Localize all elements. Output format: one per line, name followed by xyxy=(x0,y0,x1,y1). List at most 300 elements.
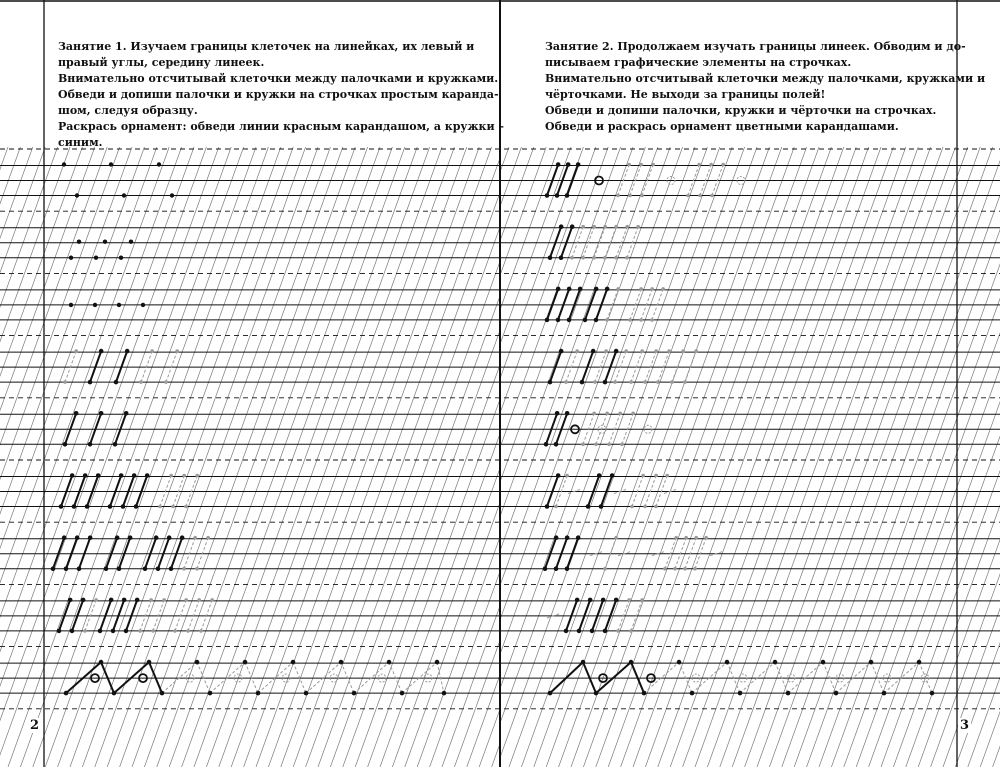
stick-dot xyxy=(627,598,631,602)
slant-guide-line xyxy=(509,147,732,767)
stick-dot xyxy=(674,536,678,540)
zigzag-dot xyxy=(690,691,695,696)
zigzag-dot xyxy=(834,691,839,696)
slant-guide-line xyxy=(906,147,1000,767)
slant-guide-line xyxy=(417,147,640,767)
stick-dot xyxy=(158,505,162,509)
stick-dot xyxy=(63,380,67,384)
zigzag-dot xyxy=(581,660,586,665)
stick-dot xyxy=(545,504,550,509)
stick-dot xyxy=(592,256,596,260)
stick-dot xyxy=(182,474,186,478)
instruction-line: чёрточками. Не выходи за границы полей! xyxy=(545,88,826,101)
stick-dot xyxy=(694,349,698,353)
slant-guide-line xyxy=(497,147,720,767)
stick-dot xyxy=(119,473,124,478)
stick-dot xyxy=(193,536,197,540)
slant-guide-line xyxy=(980,147,1000,767)
stick-dot xyxy=(614,256,618,260)
stick-dot xyxy=(625,225,629,229)
slant-guide-line xyxy=(720,147,943,767)
slant-guide-line xyxy=(0,147,45,767)
slant-guide-line xyxy=(169,147,392,767)
stick-dot xyxy=(548,380,553,385)
stick-dot xyxy=(559,349,564,354)
slant-guide-line xyxy=(323,147,546,767)
lesson-1-instructions xyxy=(58,39,504,151)
stick-dot xyxy=(554,505,558,509)
stick-dot xyxy=(576,535,581,540)
zigzag-dot xyxy=(195,660,200,665)
stick-dot xyxy=(683,567,687,571)
stick-dot xyxy=(641,474,645,478)
stick-dot xyxy=(180,535,185,540)
stick-dot xyxy=(88,380,93,385)
stick-dot xyxy=(565,411,570,416)
stick-dot xyxy=(145,473,150,478)
zigzag-dot xyxy=(435,660,440,665)
slant-guide-line xyxy=(70,147,293,767)
dot xyxy=(62,162,66,166)
stick-dot xyxy=(601,598,606,603)
stick-dot xyxy=(134,504,139,509)
zigzag-dot xyxy=(256,691,261,696)
slant-guide-line xyxy=(373,147,596,767)
stick-dot xyxy=(681,349,685,353)
stick-dot xyxy=(75,535,80,540)
slant-guide-line xyxy=(442,147,665,767)
dot xyxy=(129,240,133,244)
zigzag-dot xyxy=(147,660,152,665)
stick-dot xyxy=(149,598,153,602)
stick-dot xyxy=(184,505,188,509)
slant-guide-line xyxy=(955,147,1000,767)
stick-dot xyxy=(114,380,119,385)
zigzag-dot xyxy=(548,691,553,696)
stick-dot xyxy=(570,224,575,229)
stick-dot xyxy=(594,443,598,447)
zigzag-dot xyxy=(882,691,887,696)
stick-dot xyxy=(581,443,585,447)
zigzag-dot xyxy=(112,691,117,696)
stick-dot xyxy=(643,505,647,509)
stick-dot xyxy=(605,412,609,416)
slant-guide-line xyxy=(405,147,628,767)
dot xyxy=(103,240,107,244)
stick-dot xyxy=(581,225,585,229)
slant-guide-line xyxy=(410,147,633,767)
stick-dot xyxy=(554,566,559,571)
stick-dot xyxy=(627,163,631,167)
slant-guide-line xyxy=(206,147,429,767)
stick-dot xyxy=(650,287,654,291)
slant-guide-lines-left xyxy=(0,147,740,767)
stick-dot xyxy=(556,162,561,167)
stick-dot xyxy=(605,287,610,292)
zigzag-dot xyxy=(387,660,392,665)
stick-dot xyxy=(128,535,133,540)
slant-guide-line xyxy=(732,147,955,767)
stick-dot xyxy=(614,536,618,540)
instruction-line: шом, следуя образцу. xyxy=(58,104,198,117)
stick-dot xyxy=(592,412,596,416)
stick-dot xyxy=(543,566,548,571)
stick-dot xyxy=(577,629,582,634)
slant-guide-line xyxy=(82,147,305,767)
slant-guide-line xyxy=(596,147,819,767)
zigzag-dot xyxy=(442,691,447,696)
slant-guide-line xyxy=(683,147,906,767)
slant-guide-line xyxy=(435,147,658,767)
slant-guide-line xyxy=(546,147,769,767)
slant-guide-line xyxy=(807,147,1000,767)
stick-dot xyxy=(610,473,615,478)
stick-dot xyxy=(640,349,644,353)
slant-guide-line xyxy=(633,147,856,767)
instruction-line: Внимательно отсчитывай клеточки между палочками и кружками. xyxy=(58,72,499,85)
stick-dot xyxy=(630,505,634,509)
stick-dot xyxy=(629,629,633,633)
zigzag-dot xyxy=(291,660,296,665)
stick-dot xyxy=(556,318,561,323)
slant-guide-line xyxy=(318,147,541,767)
stick-dot xyxy=(603,629,608,634)
stick-dot xyxy=(135,598,140,603)
stick-dot xyxy=(594,287,599,292)
stick-dot xyxy=(175,349,179,353)
stick-dot xyxy=(698,194,702,198)
stick-dot xyxy=(98,629,103,634)
stick-dot xyxy=(566,162,571,167)
stick-dot xyxy=(199,629,203,633)
stick-dot xyxy=(554,442,559,447)
stick-dot xyxy=(117,566,122,571)
lesson-2-instructions xyxy=(545,39,985,135)
stick-dot xyxy=(710,194,714,198)
stick-dot xyxy=(565,566,570,571)
stick-dot xyxy=(143,566,148,571)
zigzag-dot xyxy=(786,691,791,696)
slant-guide-line xyxy=(95,147,318,767)
stick-dot xyxy=(625,256,629,260)
page-number-right: 3 xyxy=(960,718,970,733)
slant-guide-line xyxy=(343,147,566,767)
stick-dot xyxy=(643,380,647,384)
slant-guide-line xyxy=(745,147,968,767)
dot xyxy=(94,256,98,260)
slant-guide-line xyxy=(335,147,558,767)
stick-dot xyxy=(597,473,602,478)
zigzag-dot xyxy=(64,691,69,696)
stick-dot xyxy=(673,567,677,571)
stick-dot xyxy=(74,411,79,416)
stick-dot xyxy=(122,598,127,603)
stick-dot xyxy=(63,442,68,447)
stick-dot xyxy=(555,411,560,416)
stick-dot xyxy=(555,193,560,198)
slant-guide-line xyxy=(268,147,491,767)
stick-dot xyxy=(624,349,628,353)
zigzag-dot xyxy=(339,660,344,665)
slant-guide-line xyxy=(182,147,405,767)
stick-dot xyxy=(72,504,77,509)
stick-dot xyxy=(171,505,175,509)
stick-dot xyxy=(640,194,644,198)
stick-dot xyxy=(88,442,93,447)
stick-dot xyxy=(115,535,120,540)
stick-dot xyxy=(661,287,665,291)
dot xyxy=(170,193,174,197)
stick-dot xyxy=(150,349,154,353)
instruction-line: Раскрась орнамент: обведи линии красным карандашом, а кружки – xyxy=(58,120,504,133)
dot xyxy=(69,303,73,307)
stick-dot xyxy=(704,536,708,540)
stick-dot xyxy=(616,194,620,198)
dot xyxy=(122,193,126,197)
zigzag-dot xyxy=(725,660,730,665)
page-number-left: 2 xyxy=(30,718,40,733)
stick-dot xyxy=(614,225,618,229)
stick-dot xyxy=(583,318,588,323)
stick-dot xyxy=(581,256,585,260)
slant-guide-line xyxy=(219,147,442,767)
stick-dot xyxy=(156,566,161,571)
stick-dot xyxy=(109,598,114,603)
stick-dot xyxy=(651,163,655,167)
slant-guide-line xyxy=(0,147,70,767)
stick-dot xyxy=(620,443,624,447)
slant-guide-line xyxy=(194,147,417,767)
slant-guide-line xyxy=(472,147,695,767)
stick-dot xyxy=(567,287,572,292)
stick-dot xyxy=(614,598,619,603)
instruction-line: Занятие 2. Продолжаем изучать границы линеек. Обводим и до- xyxy=(545,40,966,53)
slant-guide-line xyxy=(281,147,504,767)
stick-dot xyxy=(570,256,574,260)
stick-dot xyxy=(559,224,564,229)
stick-dot xyxy=(588,598,593,603)
zigzag-dot xyxy=(930,691,935,696)
stick-dot xyxy=(603,380,608,385)
slant-guide-line xyxy=(0,147,20,767)
stick-dot xyxy=(564,380,568,384)
stick-dot xyxy=(628,194,632,198)
slant-guide-line xyxy=(0,147,120,767)
slant-guide-line xyxy=(58,147,281,767)
stick-dot xyxy=(108,504,113,509)
stick-dot xyxy=(124,629,129,634)
instruction-line: Обведи и допиши палочки, кружки и чёрточки на строчках. xyxy=(545,104,937,117)
stick-dot xyxy=(544,442,549,447)
stick-dot xyxy=(614,349,619,354)
slant-guide-line xyxy=(856,147,1000,767)
stick-dot xyxy=(96,473,101,478)
stick-dot xyxy=(654,505,658,509)
slant-guide-line xyxy=(782,147,1000,767)
stick-dot xyxy=(656,380,660,384)
stick-dot xyxy=(59,504,64,509)
stick-dot xyxy=(565,193,570,198)
stick-dot xyxy=(556,287,561,292)
stick-dot xyxy=(70,629,75,634)
dot xyxy=(157,162,161,166)
slant-guide-line xyxy=(231,147,454,767)
stick-dot xyxy=(169,474,173,478)
stick-dot xyxy=(167,535,172,540)
stick-dot xyxy=(83,629,87,633)
stick-dot xyxy=(578,287,583,292)
stick-dot xyxy=(663,567,667,571)
instruction-line: Занятие 1. Изучаем границы клеточек на линейках, их левый и xyxy=(58,40,475,53)
stick-dot xyxy=(111,629,116,634)
stick-dot xyxy=(94,598,98,602)
zigzag-dot xyxy=(917,660,922,665)
stick-dot xyxy=(121,504,126,509)
stick-dot xyxy=(68,598,73,603)
slant-guide-line xyxy=(293,147,516,767)
slant-guide-line xyxy=(881,147,1000,767)
instruction-line: Внимательно отсчитывай клеточки между палочками, кружками и xyxy=(545,72,986,85)
stick-dot xyxy=(590,629,595,634)
stick-dot xyxy=(124,411,129,416)
zigzag-dot xyxy=(821,660,826,665)
dot xyxy=(109,162,113,166)
dot xyxy=(77,240,81,244)
instruction-line: синим. xyxy=(58,136,103,149)
stick-dot xyxy=(162,598,166,602)
stick-dot xyxy=(99,411,104,416)
stick-dot xyxy=(83,473,88,478)
stick-dot xyxy=(591,349,596,354)
stick-dot xyxy=(667,349,671,353)
stick-dot xyxy=(85,504,90,509)
stick-dot xyxy=(206,536,210,540)
slant-guide-line xyxy=(521,147,744,767)
stick-dot xyxy=(545,318,550,323)
slant-guide-line xyxy=(695,147,918,767)
stick-dot xyxy=(629,380,633,384)
zigzag-dot xyxy=(738,691,743,696)
slant-guide-line xyxy=(0,147,144,767)
stick-dot xyxy=(139,380,143,384)
stick-dot xyxy=(628,318,632,322)
zigzag-dot xyxy=(304,691,309,696)
stick-dot xyxy=(650,318,654,322)
dot xyxy=(117,303,121,307)
stick-dot xyxy=(670,380,674,384)
slant-guide-line xyxy=(831,147,1000,767)
slant-guide-line xyxy=(392,147,615,767)
stick-dot xyxy=(654,474,658,478)
stick-dot xyxy=(88,535,93,540)
stick-dot xyxy=(665,474,669,478)
zigzag-dot xyxy=(208,691,213,696)
slant-guide-line xyxy=(559,147,782,767)
stick-dot xyxy=(554,535,559,540)
stick-dot xyxy=(182,567,186,571)
slant-guide-line xyxy=(658,147,881,767)
zigzag-dot xyxy=(642,691,647,696)
stick-dot xyxy=(580,380,585,385)
stick-dot xyxy=(74,349,78,353)
instruction-line: писываем графические элементы на строчках. xyxy=(545,56,852,69)
stick-dot xyxy=(636,225,640,229)
stick-dot xyxy=(616,287,620,291)
stick-dot xyxy=(70,473,75,478)
stick-dot xyxy=(607,443,611,447)
stick-dot xyxy=(57,629,62,634)
stick-dot xyxy=(567,318,572,323)
stick-dot xyxy=(173,629,177,633)
stick-dot xyxy=(613,380,617,384)
slant-guide-line xyxy=(670,147,893,767)
stick-dot xyxy=(616,629,620,633)
stick-dot xyxy=(603,256,607,260)
stick-dot xyxy=(154,535,159,540)
stick-dot xyxy=(184,598,188,602)
stick-dot xyxy=(51,566,56,571)
instruction-line: Обведи и раскрась орнамент цветными карандашами. xyxy=(545,120,899,133)
stick-dot xyxy=(631,412,635,416)
zigzag-dot xyxy=(594,691,599,696)
stick-dot xyxy=(559,255,564,260)
stick-dot xyxy=(694,536,698,540)
dot xyxy=(75,193,79,197)
stick-dot xyxy=(575,598,580,603)
stick-dot xyxy=(592,225,596,229)
stick-dot xyxy=(605,318,609,322)
stick-dot xyxy=(639,287,643,291)
slant-guide-line xyxy=(0,147,95,767)
zigzag-dot xyxy=(160,691,165,696)
slant-guide-line xyxy=(306,147,529,767)
instruction-line: Обведи и допиши палочки и кружки на строчках простым каранда- xyxy=(58,88,499,101)
stick-dot xyxy=(575,349,579,353)
dot xyxy=(69,256,73,260)
slant-guide-line xyxy=(422,147,645,767)
slant-guide-line xyxy=(385,147,608,767)
stick-dot xyxy=(697,163,701,167)
stick-dot xyxy=(709,163,713,167)
stick-dot xyxy=(576,162,581,167)
stick-dot xyxy=(683,380,687,384)
stick-dot xyxy=(104,566,109,571)
zigzag-dot xyxy=(243,660,248,665)
stick-dot xyxy=(556,473,561,478)
stick-dot xyxy=(77,566,82,571)
stick-dot xyxy=(599,504,604,509)
stick-dot xyxy=(62,535,67,540)
stick-dot xyxy=(151,629,155,633)
stick-dot xyxy=(545,193,550,198)
stick-dot xyxy=(195,474,199,478)
stick-dot xyxy=(594,318,599,323)
zigzag-dot xyxy=(773,660,778,665)
stick-dot xyxy=(195,567,199,571)
slant-guide-line xyxy=(707,147,930,767)
stick-dot xyxy=(132,473,137,478)
stick-dot xyxy=(586,504,591,509)
stick-dot xyxy=(164,380,168,384)
stick-dot xyxy=(186,629,190,633)
stick-dot xyxy=(639,318,643,322)
slant-guide-line xyxy=(330,147,553,767)
zigzag-dot xyxy=(400,691,405,696)
stick-dot xyxy=(684,536,688,540)
stick-dot xyxy=(603,225,607,229)
zigzag-dot xyxy=(352,691,357,696)
stick-dot xyxy=(138,629,142,633)
